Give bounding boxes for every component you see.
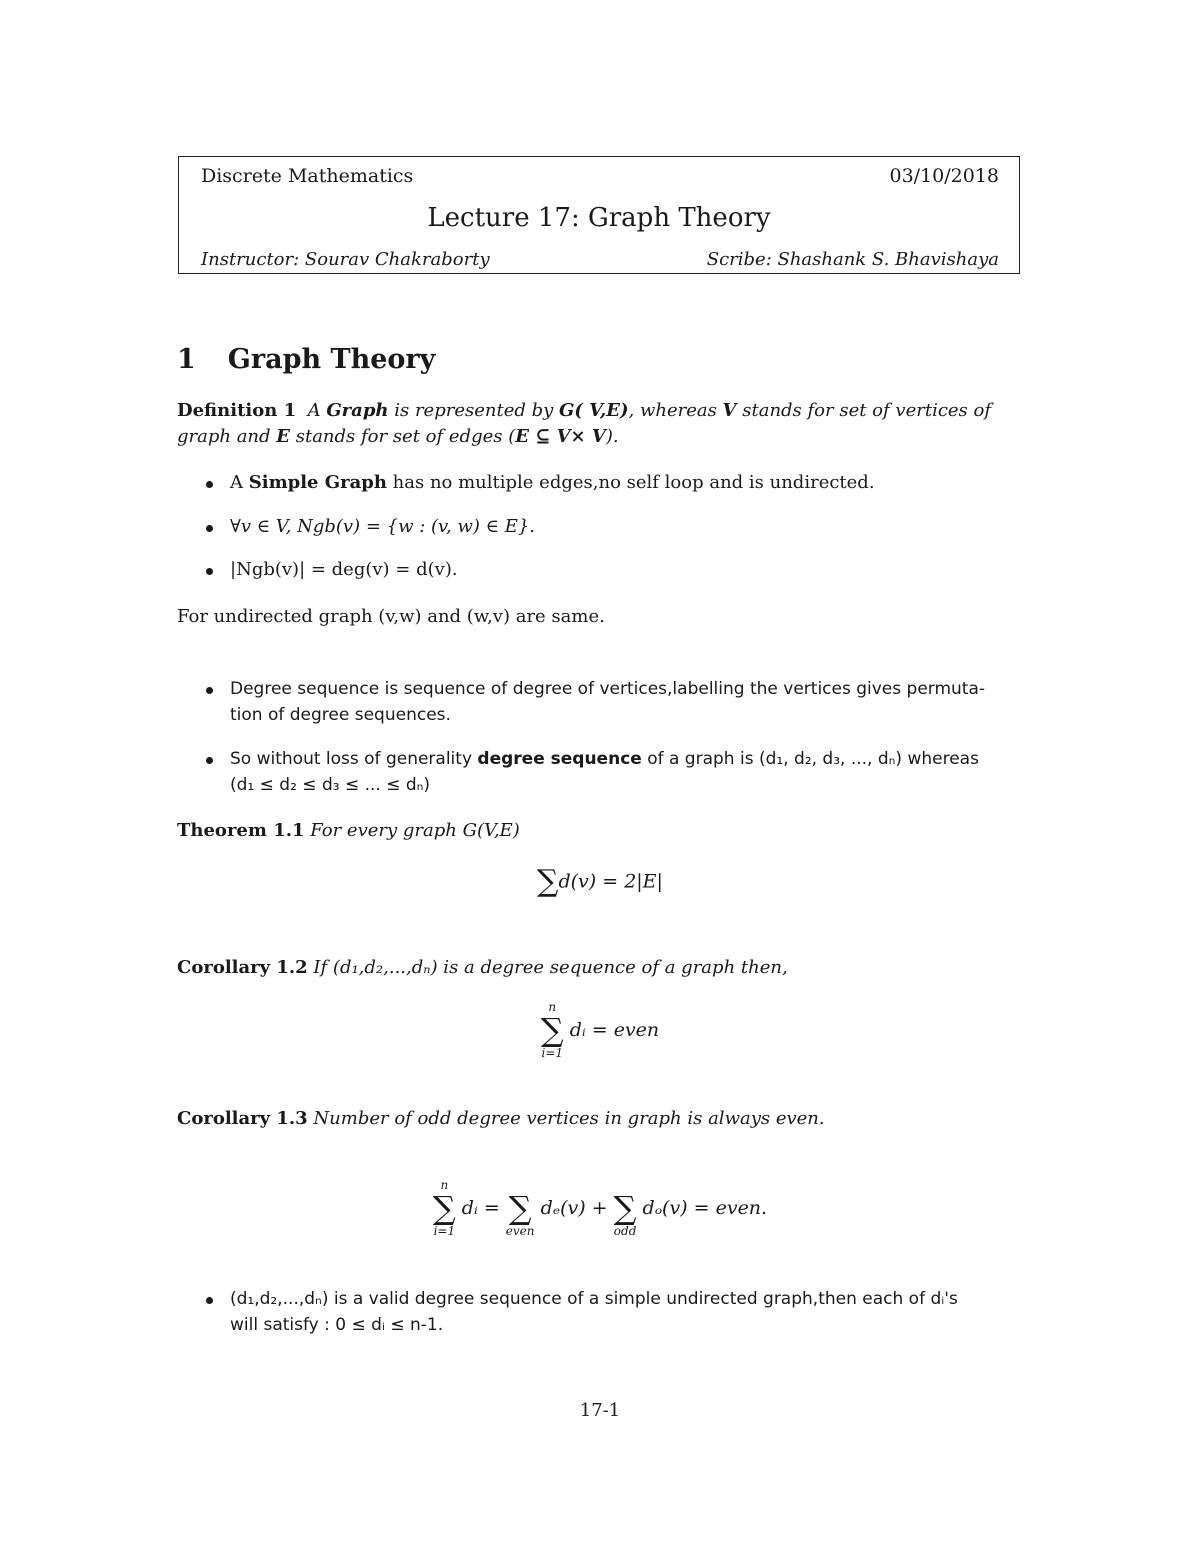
list-item: |Ngb(v)| = deg(v) = d(v). bbox=[230, 559, 458, 580]
list-item-text: (d₁,d₂,...,dₙ) is a valid degree sequence of a simple undirected graph,then each of dᵢ's bbox=[230, 1289, 958, 1309]
equation-rhs: d(v) = 2|E| bbox=[558, 870, 663, 893]
list-item-text: A bbox=[230, 472, 249, 493]
bullet-icon bbox=[206, 568, 213, 575]
bullet-icon bbox=[206, 1297, 213, 1304]
summation bbox=[433, 1178, 456, 1238]
sum-upper-limit: n bbox=[440, 1178, 449, 1192]
equation-term: dₑ(v) + bbox=[540, 1197, 608, 1219]
theorem-1-1 bbox=[177, 818, 1027, 844]
sum-lower-limit: i=1 bbox=[541, 1046, 564, 1060]
sum-symbol: ∑ bbox=[540, 1011, 564, 1049]
lecture-title: Lecture 17: Graph Theory bbox=[427, 203, 771, 233]
list-item-text: has no multiple edges,no self loop and is undirected. bbox=[386, 472, 875, 493]
list-item bbox=[230, 746, 1030, 798]
definition-text: is represented by bbox=[388, 400, 560, 421]
list-item-text: So without loss of generality bbox=[230, 749, 478, 769]
definition-1 bbox=[177, 398, 1027, 450]
corollary-text: Number of odd degree vertices in graph is always even. bbox=[313, 1108, 825, 1129]
definition-label: Definition 1 bbox=[177, 400, 297, 421]
definition-term: E bbox=[276, 426, 290, 447]
definition-text: stands for set of edges ( bbox=[290, 426, 516, 447]
corollary-1-3 bbox=[177, 1106, 1027, 1132]
list-item-text: (d₁ ≤ d₂ ≤ d₃ ≤ ... ≤ dₙ) bbox=[230, 775, 431, 795]
definition-text: , whereas bbox=[628, 400, 723, 421]
list-item: ∀v ∈ V, Ngb(v) = {w : (v, w) ∈ E}. bbox=[230, 516, 536, 537]
list-item bbox=[230, 470, 1030, 496]
definition-text: graph and bbox=[177, 426, 277, 447]
theorem-text: For every graph G(V,E) bbox=[310, 820, 520, 841]
summation bbox=[506, 1178, 535, 1238]
summation bbox=[541, 1000, 564, 1060]
sum-upper-limit: n bbox=[548, 1000, 557, 1014]
corollary-label: Corollary 1.2 bbox=[177, 957, 308, 978]
corollary-1-2-equation bbox=[0, 1000, 1200, 1060]
list-item-text: Degree sequence is sequence of degree of vertices,labelling the vertices gives permuta- bbox=[230, 679, 986, 699]
list-item-text: of a graph is (d₁, d₂, d₃, ..., dₙ) whereas bbox=[641, 749, 979, 769]
sum-lower-limit: even bbox=[505, 1224, 535, 1238]
undirected-note: For undirected graph (v,w) and (w,v) are same. bbox=[177, 606, 605, 627]
list-item bbox=[230, 1286, 1030, 1338]
bullet-icon bbox=[206, 525, 213, 532]
lecture-date: 03/10/2018 bbox=[889, 165, 999, 187]
sum-symbol: ∑ bbox=[508, 1189, 532, 1227]
list-item-term: degree sequence bbox=[477, 749, 642, 769]
theorem-equation bbox=[0, 864, 1200, 899]
equation-rhs: dᵢ = even bbox=[569, 1019, 660, 1041]
list-item bbox=[230, 676, 1030, 728]
section-heading bbox=[177, 344, 435, 375]
list-item-text: will satisfy : 0 ≤ dᵢ ≤ n-1. bbox=[230, 1315, 444, 1335]
lecture-header-box bbox=[178, 156, 1020, 274]
summation bbox=[614, 1178, 637, 1238]
corollary-1-2 bbox=[177, 955, 1027, 981]
list-item-term: Simple Graph bbox=[248, 472, 387, 493]
sum-symbol: ∑ bbox=[537, 864, 559, 899]
bullet-icon bbox=[206, 481, 213, 488]
section-title: Graph Theory bbox=[227, 344, 436, 375]
definition-term: E ⊆ V× V bbox=[515, 426, 606, 447]
corollary-label: Corollary 1.3 bbox=[177, 1108, 308, 1129]
definition-term: V bbox=[722, 400, 737, 421]
list-item-text: tion of degree sequences. bbox=[230, 705, 451, 725]
course-name: Discrete Mathematics bbox=[201, 165, 414, 187]
corollary-1-3-equation bbox=[0, 1178, 1200, 1238]
bullet-icon bbox=[206, 687, 213, 694]
definition-text: A bbox=[307, 400, 327, 421]
scribe-name: Scribe: Shashank S. Bhavishaya bbox=[706, 249, 999, 270]
equation-term: dᵢ = bbox=[461, 1197, 500, 1219]
equation-term: dₒ(v) = even. bbox=[642, 1197, 768, 1219]
definition-term: Graph bbox=[326, 400, 389, 421]
sum-lower-limit: i=1 bbox=[433, 1224, 456, 1238]
sum-symbol: ∑ bbox=[613, 1189, 637, 1227]
instructor-name: Instructor: Sourav Chakraborty bbox=[201, 249, 490, 270]
sum-lower-limit: odd bbox=[613, 1224, 637, 1238]
page-number: 17-1 bbox=[579, 1400, 621, 1421]
corollary-text: If (d₁,d₂,...,dₙ) is a degree sequence of a graph then, bbox=[313, 957, 788, 978]
sum-symbol: ∑ bbox=[432, 1189, 456, 1227]
definition-text: ). bbox=[605, 426, 619, 447]
bullet-icon bbox=[206, 757, 213, 764]
theorem-label: Theorem 1.1 bbox=[177, 820, 305, 841]
definition-text: stands for set of vertices of bbox=[736, 400, 992, 421]
section-number: 1 bbox=[177, 344, 196, 375]
definition-term: G( V,E) bbox=[559, 400, 629, 421]
